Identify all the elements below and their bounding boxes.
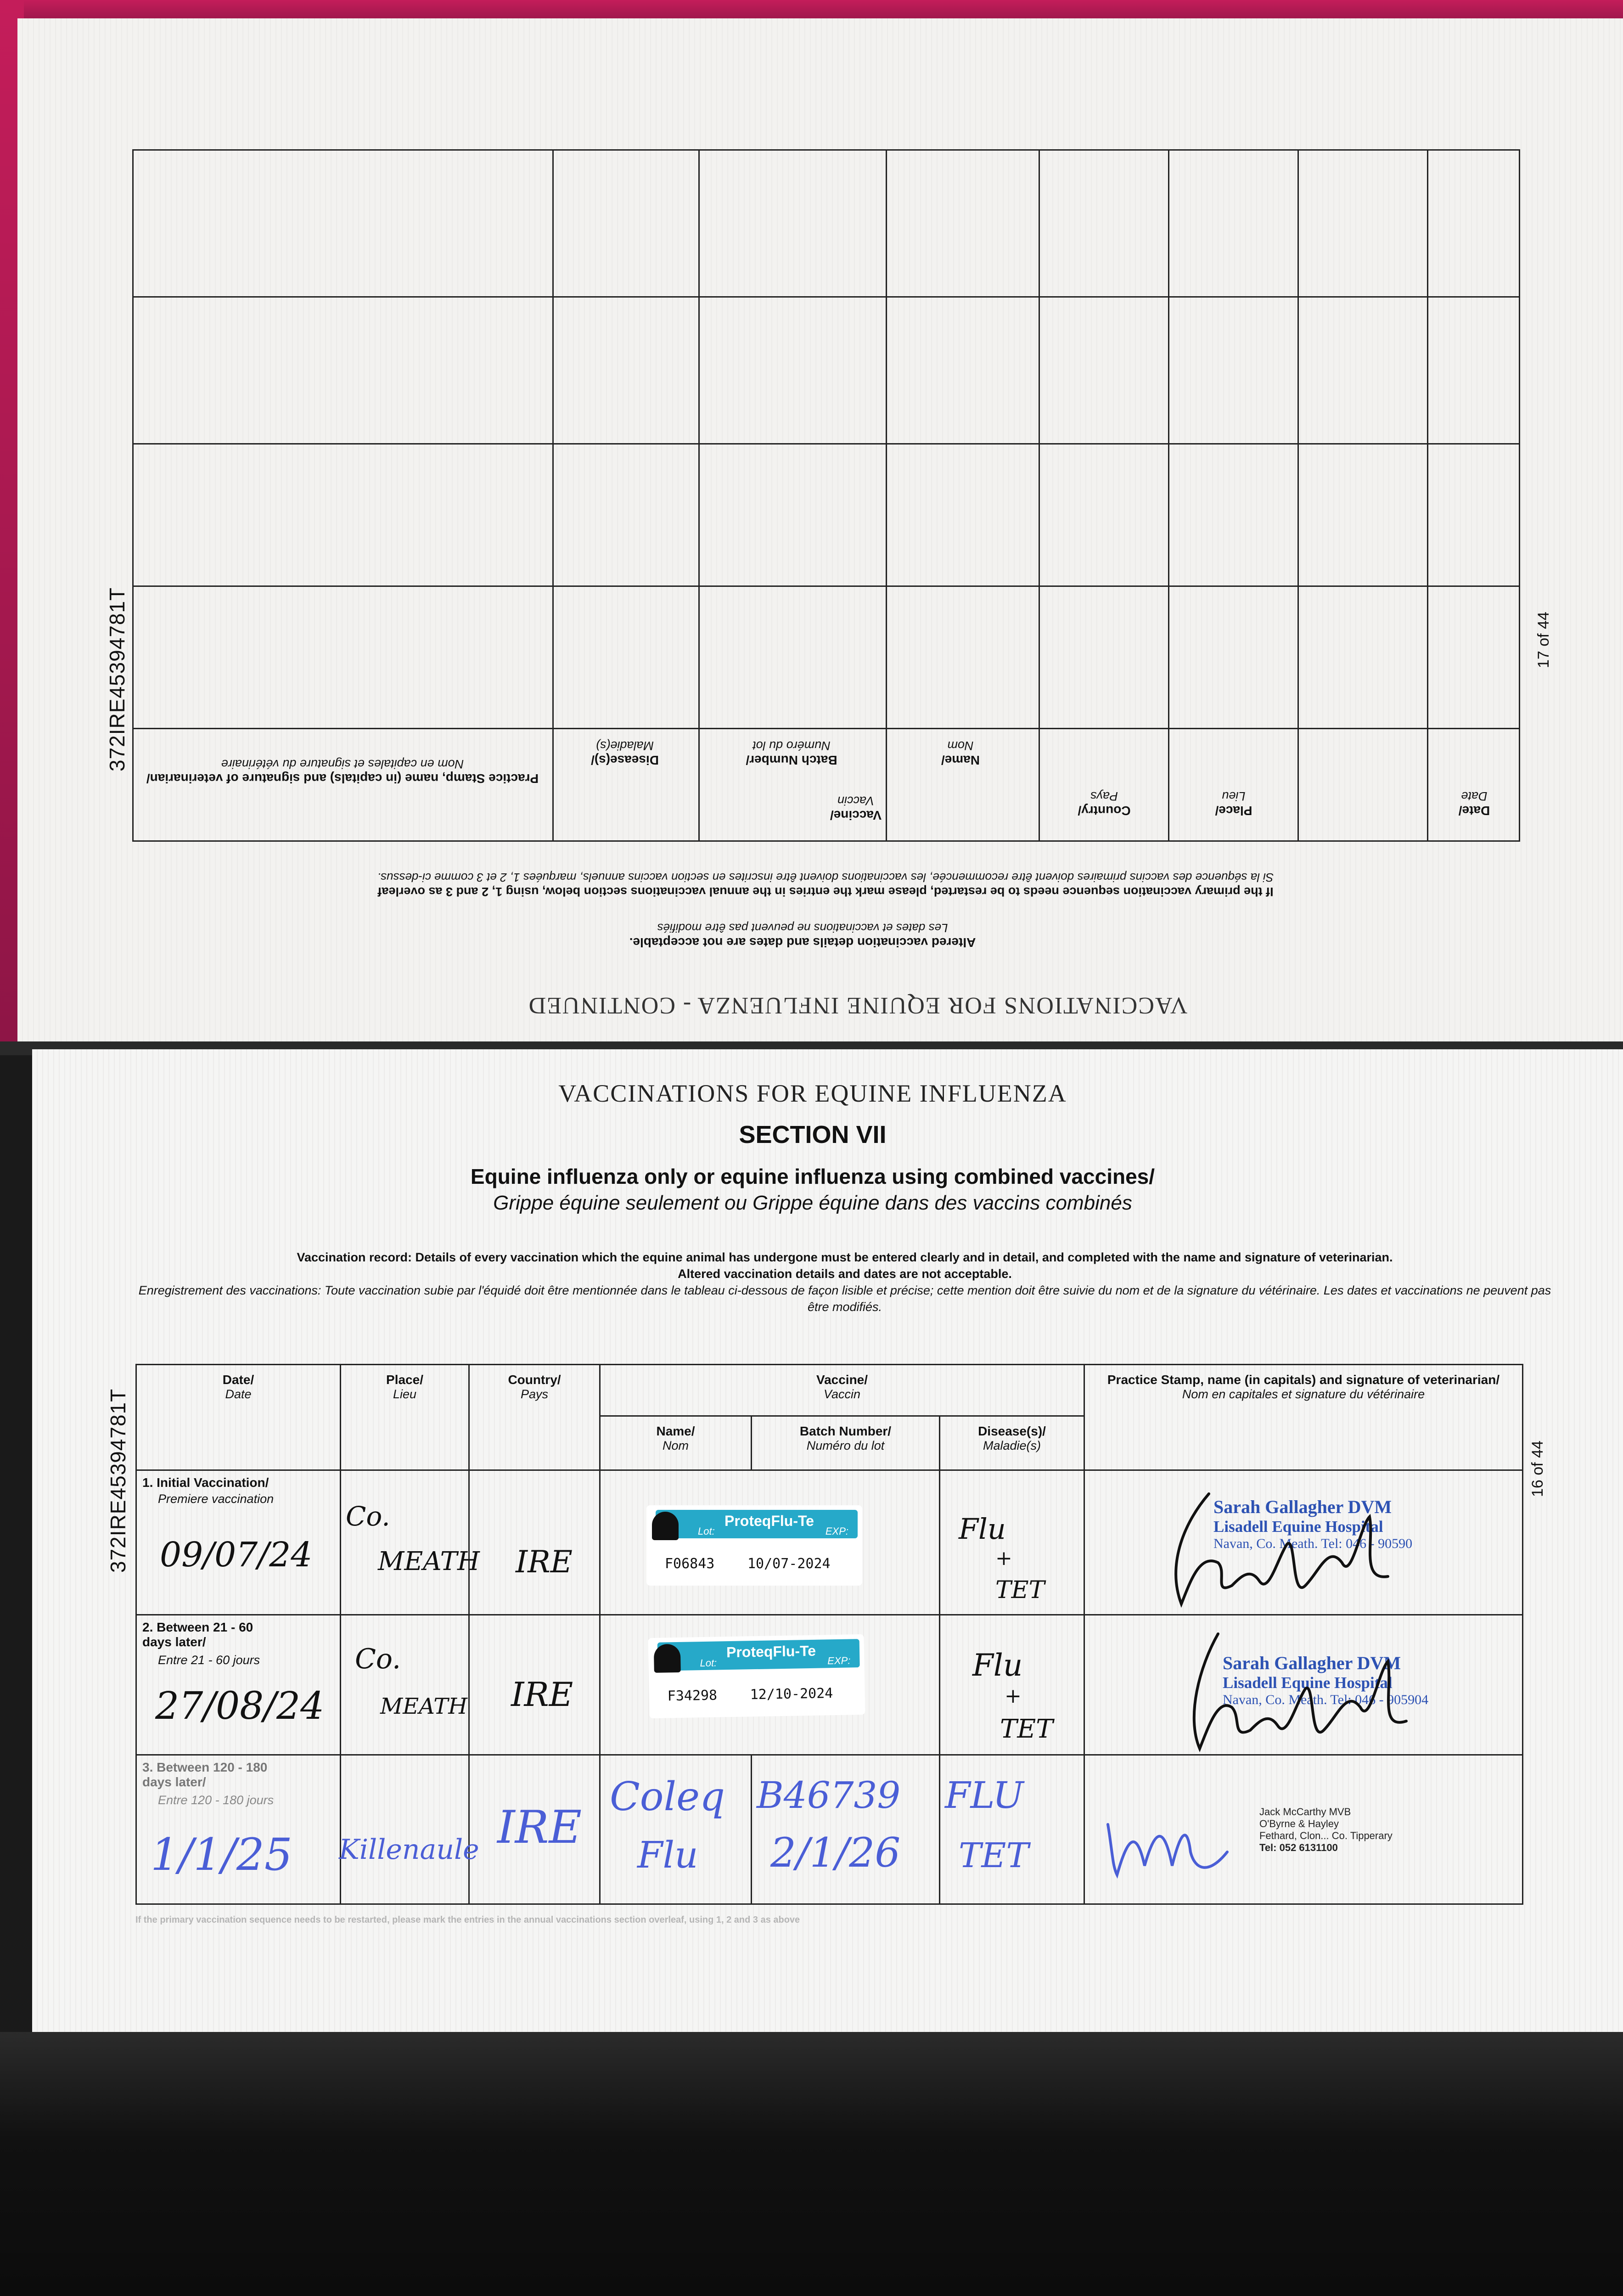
stamp-header-fr: Nom en capitales et signature du vétérinaire	[1182, 1387, 1425, 1401]
top-batch-header-fr: Numéro du lot	[753, 739, 831, 753]
row3-batch-cell	[752, 1755, 940, 1904]
row1-disease-cell	[940, 1470, 1084, 1615]
row2-batch: F34298	[667, 1687, 718, 1705]
row3-expiry: 2/1/26	[770, 1829, 901, 1876]
col-stamp	[1084, 1365, 1523, 1470]
footer-faint-note: If the primary vaccination sequence needs to be restarted, please mark the entries in the annual vaccinations section overleaf, using 1, 2 and 3 as above	[135, 1915, 800, 1925]
page-16	[32, 1049, 1623, 2032]
top-restart-note	[256, 870, 1395, 899]
row1-place-cell	[341, 1470, 480, 1615]
col-vaccine	[600, 1365, 1084, 1416]
row2-stamp-cell	[1084, 1615, 1523, 1755]
country-header-fr: Pays	[520, 1387, 549, 1401]
table-row	[136, 1615, 1523, 1755]
top-date-header: Date/	[1458, 804, 1490, 818]
stamp-vet-name: Sarah Gallagher DVM	[1213, 1497, 1392, 1517]
stamp2-line-4: Tel: 052 6131100	[1259, 1842, 1338, 1853]
row3-label-fr: Entre 120 - 180 jours	[158, 1793, 274, 1807]
top-notice-fr: Les dates et vaccinations ne peuvent pas être modifiés	[657, 921, 948, 935]
row1-disease-1: Flu	[959, 1512, 1006, 1546]
running-title: VACCINATIONS FOR EQUINE INFLUENZA	[558, 1080, 1067, 1107]
row2-place-2: MEATH	[380, 1694, 468, 1719]
row1-stamp-cell	[1084, 1470, 1523, 1615]
row3-disease-1: FLU	[945, 1774, 1024, 1817]
row3-place: Killenaule	[339, 1834, 479, 1866]
record-fr: Enregistrement des vaccinations: Toute vaccination subie par l'équidé doit être mentionnée dans le tableau ci-dessous de façon lisible et précise; cette mention doit être suivie du nom et de la signature du vétérinaire. Les dates et vaccinations ne peuvent pas être modifiés.	[138, 1283, 1551, 1314]
vaccine-header: Vaccine/	[816, 1373, 868, 1387]
section-title: SECTION VII	[739, 1121, 887, 1148]
row1-disease-2: +	[995, 1547, 1012, 1570]
stamp2-line-2: O'Byrne & Hayley	[1259, 1818, 1339, 1829]
row3-batch: B46739	[757, 1774, 901, 1817]
top-vaccine-header: Vaccine/	[830, 808, 882, 822]
col-country	[469, 1365, 600, 1470]
vet-stamp-small	[1259, 1806, 1393, 1854]
top-restart-en: If the primary vaccination sequence needs to be restarted, please mark the entries in the annual vaccinations section below, using 1, 2 and 3 as overleaf	[377, 885, 1274, 899]
row1-expiry: 10/07-2024	[747, 1556, 831, 1572]
row3-place-cell	[339, 1755, 479, 1904]
row3-label: 3. Between 120 - 180 days later/	[142, 1760, 268, 1789]
top-disease-header-fr: Maladie(s)	[595, 739, 654, 753]
table-row	[136, 1755, 1523, 1904]
date-header: Date/	[222, 1373, 254, 1387]
scanner-bed	[0, 2032, 1623, 2296]
top-col-disease	[553, 729, 699, 841]
col-date	[136, 1365, 341, 1470]
table-row	[136, 1470, 1523, 1615]
boehringer-logo-icon	[654, 1644, 681, 1673]
row1-batch: F06843	[665, 1556, 715, 1572]
row2-place-1: Co.	[355, 1643, 401, 1675]
col-batch	[752, 1416, 940, 1470]
col-disease	[940, 1416, 1084, 1470]
row3-disease-cell	[940, 1755, 1084, 1904]
row3-country: IRE	[497, 1801, 582, 1854]
row2-country: IRE	[511, 1675, 573, 1714]
row1-place-1: Co.	[346, 1501, 390, 1532]
top-running-title: VACCINATIONS FOR EQUINE INFLUENZA - CONTINUED	[528, 992, 1188, 1019]
stamp-hospital: Lisadell Equine Hospital	[1213, 1518, 1383, 1536]
top-place-header-fr: Lieu	[1222, 789, 1246, 803]
row3-disease-2: TET	[959, 1836, 1029, 1875]
row3-stamp-cell	[1084, 1755, 1523, 1904]
vet-signature	[1112, 1489, 1406, 1613]
sticker-lot-label: Lot:	[700, 1657, 717, 1669]
row1-country: IRE	[516, 1544, 573, 1580]
batch-header: Batch Number/	[799, 1424, 892, 1438]
row2-disease-cell	[940, 1615, 1084, 1755]
name-header-fr: Nom	[662, 1439, 689, 1452]
row1-disease-3: TET	[995, 1576, 1045, 1604]
country-header: Country/	[508, 1373, 561, 1387]
boehringer-logo-icon	[652, 1512, 679, 1540]
batch-header-fr: Numéro du lot	[806, 1439, 885, 1452]
row3-vaccine-name-1: Coleq	[610, 1774, 725, 1820]
row2-expiry: 12/10-2024	[750, 1685, 833, 1703]
row3-country-cell	[469, 1755, 600, 1904]
vet-signature	[1126, 1625, 1420, 1756]
top-stamp-header: Practice Stamp, name (in capitals) and signature of veterinarian/	[146, 771, 539, 786]
top-name-header: Name/	[941, 753, 980, 767]
top-altered-note	[504, 921, 1101, 950]
row1-country-cell	[469, 1470, 600, 1615]
heading-fr: Grippe équine seulement ou Grippe équine dans des vaccins combinés	[493, 1192, 1132, 1214]
top-col-date-spacer	[1298, 729, 1428, 841]
sticker-brand: ProteqFlu-Te	[726, 1642, 816, 1661]
stamp-address: Navan, Co. Meath. Tel: 046 - 90590	[1213, 1536, 1413, 1551]
row2-date: 27/08/24	[155, 1684, 325, 1728]
row1-place-2: MEATH	[378, 1547, 480, 1576]
vaccination-table	[135, 1364, 1523, 1905]
row2-country-cell	[469, 1615, 600, 1755]
stamp2-line-1: Jack McCarthy MVB	[1259, 1806, 1351, 1818]
row3-vaccine-name-2: Flu	[637, 1834, 698, 1876]
top-country-header: Country/	[1078, 804, 1131, 818]
row2-date-cell	[136, 1615, 341, 1755]
top-stamp-header-fr: Nom en capitales et signature du vétérinaire	[221, 757, 464, 771]
stamp-address: Navan, Co. Meath. Tel: 046 - 905904	[1223, 1692, 1429, 1707]
top-col-batch	[699, 729, 887, 841]
stamp-header: Practice Stamp, name (in capitals) and signature of veterinarian/	[1107, 1373, 1500, 1387]
record-instructions	[133, 1249, 1556, 1315]
row2-label-fr: Entre 21 - 60 jours	[158, 1653, 260, 1667]
page-number-bottom: 16 of 44	[1529, 1441, 1546, 1497]
passport-id-bottom: 372IRE45394781T	[106, 1388, 130, 1573]
record-en: Vaccination record: Details of every vaccination which the equine animal has undergone must be entered clearly and in detail, and completed with the name and signature of veterinarian.	[297, 1250, 1393, 1264]
disease-header-fr: Maladie(s)	[983, 1439, 1041, 1452]
top-col-place	[1169, 729, 1298, 841]
row1-label: 1. Initial Vaccination/	[142, 1475, 269, 1490]
top-place-header: Place/	[1215, 804, 1252, 818]
sticker-exp-label: EXP:	[827, 1654, 851, 1667]
top-date-header-fr: Date	[1461, 789, 1488, 803]
sticker-brand: ProteqFlu-Te	[724, 1513, 814, 1529]
row2-sticker-cell	[600, 1615, 940, 1755]
top-notice-en: Altered vaccination details and dates are not acceptable.	[629, 935, 976, 950]
row1-date-cell	[136, 1470, 341, 1615]
name-header: Name/	[656, 1424, 695, 1438]
row3-date: 1/1/25	[151, 1829, 292, 1880]
row2-disease-2: +	[1005, 1684, 1022, 1708]
stamp2-line-3: Fethard, Clon... Co. Tipperary	[1259, 1830, 1393, 1841]
col-name	[600, 1416, 752, 1470]
row2-place-cell	[341, 1615, 469, 1755]
top-country-header-fr: Pays	[1090, 789, 1118, 803]
top-col-stamp	[133, 729, 553, 841]
row2-disease-1: Flu	[972, 1648, 1023, 1683]
vaccine-sticker	[648, 1634, 865, 1718]
top-vaccine-header-fr: Vaccin	[837, 794, 875, 808]
heading-en: Equine influenza only or equine influenza using combined vaccines/	[470, 1165, 1155, 1188]
row1-label-fr: Premiere vaccination	[158, 1492, 274, 1506]
row1-sticker-cell	[600, 1470, 940, 1615]
row2-label: 2. Between 21 - 60 days later/	[142, 1620, 253, 1649]
vet-initials-signature	[1099, 1797, 1236, 1880]
vaccine-header-fr: Vaccin	[823, 1387, 861, 1401]
row1-date: 09/07/24	[160, 1535, 313, 1575]
place-header-fr: Lieu	[393, 1387, 417, 1401]
date-header-fr: Date	[225, 1387, 252, 1401]
top-col-country	[1039, 729, 1169, 841]
top-col-name	[887, 729, 1039, 841]
top-restart-fr: Si la séquence des vaccins primaires doivent être recommencée, les vaccinations doivent être inscrites en section vaccins annuels, marquées 1, 2 et 3 comme ci-dessus.	[377, 871, 1274, 884]
page-17	[17, 18, 1623, 1042]
row3-name-cell	[600, 1755, 752, 1904]
passport-id-top: 372IRE45394781T	[105, 587, 129, 771]
row3-date-cell	[136, 1755, 341, 1904]
place-header: Place/	[386, 1373, 423, 1387]
vaccine-sticker	[646, 1505, 862, 1586]
top-disease-header: Disease(s)/	[591, 753, 659, 767]
top-batch-header: Batch Number/	[746, 753, 837, 767]
disease-header: Disease(s)/	[978, 1424, 1046, 1438]
col-place	[341, 1365, 469, 1470]
stamp-hospital: Lisadell Equine Hospital	[1223, 1674, 1393, 1692]
top-name-header-fr: Nom	[947, 739, 974, 753]
record-en2: Altered vaccination details and dates are not acceptable.	[678, 1267, 1012, 1281]
page-number-top: 17 of 44	[1535, 612, 1552, 668]
sticker-lot-label: Lot:	[698, 1525, 715, 1537]
top-col-date	[1428, 729, 1520, 841]
top-vaccination-table	[132, 149, 1520, 842]
row2-disease-3: TET	[1000, 1714, 1053, 1744]
stamp-vet-name: Sarah Gallagher DVM	[1223, 1653, 1401, 1673]
sticker-exp-label: EXP:	[825, 1525, 848, 1537]
